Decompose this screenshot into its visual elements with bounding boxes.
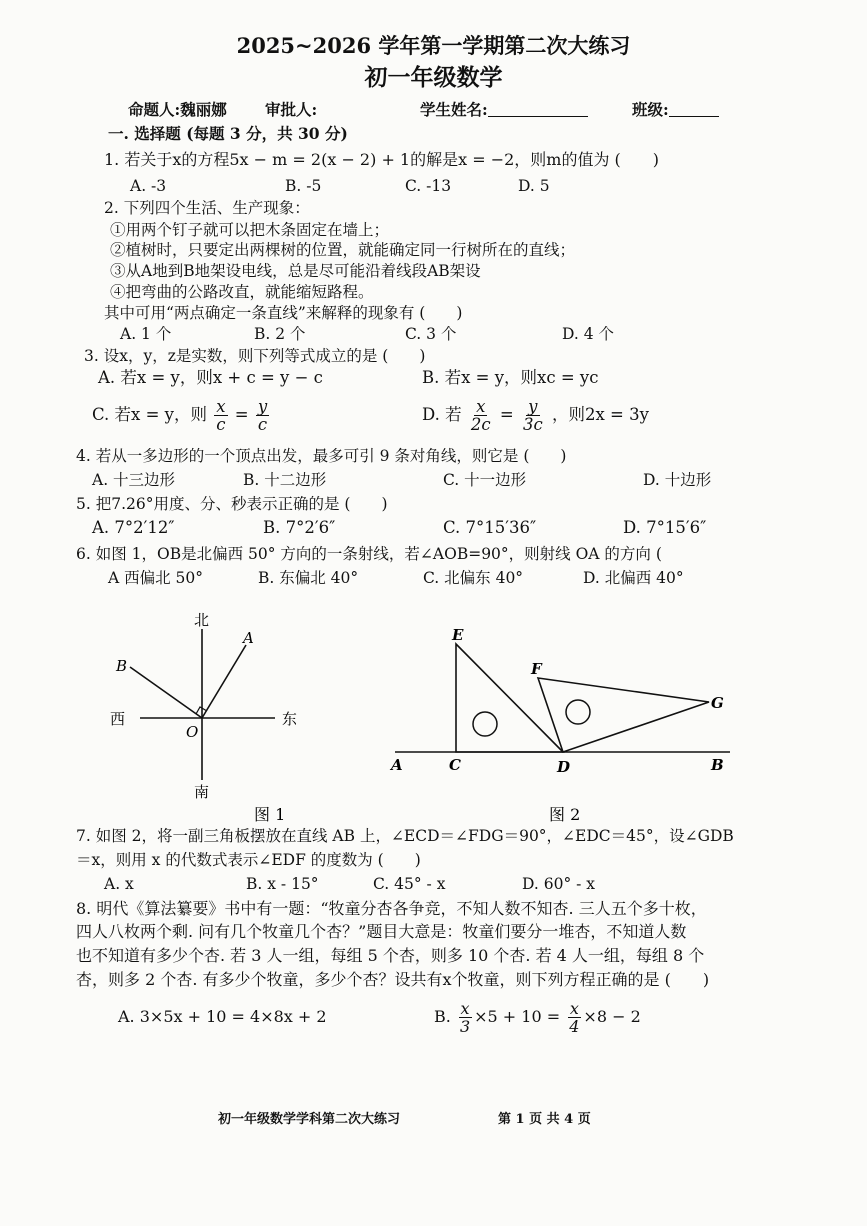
figure-2-caption: 图 2	[549, 805, 581, 824]
q2-option-c: C. 3 个	[405, 325, 457, 343]
q6-stem: 6. 如图 1，OB是北偏西 50° 方向的一条射线，若∠AOB=90°，则射线 OA 的方向 (	[76, 545, 662, 563]
footer-subject: 初一年级数学学科第二次大练习	[218, 1112, 401, 1127]
q6-option-a: A 西偏北 50°	[108, 569, 204, 587]
ray-oa	[202, 645, 246, 718]
q1-stem: 1. 若关于x的方程5x − m = 2(x − 2) + 1的解是x = −2，则m的值为 ( )	[104, 150, 660, 169]
q3-stem: 3. 设x，y，z是实数，则下列等式成立的是 ( )	[84, 347, 426, 365]
q5-option-a: A. 7°2′12″	[92, 518, 175, 537]
q7-stem-line1: 7. 如图 2，将一副三角板摆放在直线 AB 上，∠ECD＝∠FDG＝90°，∠EDC＝45°，设∠GDB	[76, 827, 734, 845]
exam-title: 2025~2026 学年第一学期第二次大练习	[236, 33, 631, 58]
equals-sign: =	[499, 405, 514, 424]
fraction-denominator: c	[216, 415, 226, 434]
q3-option-d-text: D. 若	[422, 405, 462, 424]
label-north: 北	[194, 611, 210, 629]
fraction-denominator: 4	[569, 1017, 580, 1036]
figure-2-set-squares	[385, 620, 745, 830]
q2-item-1: ①用两个钉子就可以把木条固定在墙上；	[110, 221, 390, 239]
q7-option-d: D. 60° - x	[522, 875, 596, 893]
q3-c-fraction-left	[214, 398, 227, 433]
ray-ob	[130, 667, 202, 718]
label-e: E	[452, 626, 464, 644]
label-a: A	[243, 629, 254, 647]
triangle-fdg	[538, 678, 709, 752]
triangle-hole-right	[566, 700, 590, 724]
q1-option-a: A. -3	[130, 177, 167, 195]
q8-b-fraction-right	[567, 1000, 581, 1035]
q3-option-a: A. 若x = y，则x + c = y − c	[98, 368, 323, 387]
q6-option-c: C. 北偏东 40°	[423, 569, 524, 587]
label-east: 东	[282, 710, 298, 728]
fraction-numerator: y	[257, 397, 268, 416]
q8-stem-line3: 也不知道有多少个杏. 若 3 人一组，每组 5 个杏，则多 10 个杏. 若 4 人一组，每组 8 个	[76, 946, 705, 965]
student-name-blank	[488, 100, 588, 117]
triangle-hole-left	[473, 712, 497, 736]
q8-option-b-middle: ×5 + 10 =	[474, 1007, 561, 1026]
q8-option-b	[434, 1000, 641, 1035]
q2-stem: 2. 下列四个生活、生产现象：	[104, 199, 310, 217]
q2-item-3: ③从A地到B地架设电线，总是尽可能沿着线段AB架设	[110, 262, 481, 280]
q5-option-d: D. 7°15′6″	[623, 518, 707, 537]
q5-stem: 5. 把7.26°用度、分、秒表示正确的是 ( )	[76, 495, 388, 513]
label-b: B	[116, 657, 128, 675]
q4-option-b: B. 十二边形	[243, 471, 327, 489]
section-heading: 一. 选择题 (每题 3 分，共 30 分)	[108, 124, 348, 143]
class-blank	[669, 100, 719, 117]
q2-question: 其中可用“两点确定一条直线”来解释的现象有 ( )	[104, 304, 463, 322]
q3-d-fraction-right	[521, 398, 545, 433]
q8-stem-line4: 杏，则多 2 个杏. 有多少个牧童，多少个杏？设共有x个牧童，则下列方程正确的是 ( )	[76, 970, 710, 989]
q7-stem-line2: ＝x，则用 x 的代数式表示∠EDF 的度数为 ( )	[76, 851, 421, 869]
q3-option-d	[422, 398, 649, 433]
q3-d-fraction-left	[469, 398, 493, 433]
student-name-field	[420, 100, 588, 120]
label-f: F	[531, 660, 542, 678]
label-b: B	[711, 756, 724, 774]
fraction-numerator: x	[569, 999, 579, 1018]
q2-option-d: D. 4 个	[562, 325, 615, 343]
q3-option-c	[92, 398, 271, 433]
figure-1-compass	[100, 605, 320, 830]
figure-1-caption: 图 1	[254, 805, 286, 824]
fraction-denominator: 3c	[522, 415, 543, 434]
label-o: O	[186, 723, 199, 741]
student-name-label: 学生姓名:	[420, 100, 488, 119]
q3-option-d-tail: ，则2x = 3y	[551, 405, 649, 424]
q8-b-fraction-left	[458, 1000, 472, 1035]
q3-option-c-text: C. 若x = y，则	[92, 405, 207, 424]
q5-option-b: B. 7°2′6″	[263, 518, 336, 537]
q8-option-a: A. 3×5x + 10 = 4×8x + 2	[118, 1007, 327, 1026]
label-c: C	[449, 756, 461, 774]
q8-option-b-label: B.	[434, 1007, 451, 1026]
label-south: 南	[194, 783, 210, 801]
q7-option-b: B. x - 15°	[246, 875, 319, 893]
q1-option-c: C. -13	[405, 177, 452, 195]
author-label: 命题人:魏丽娜	[128, 100, 227, 119]
fraction-numerator: x	[476, 397, 486, 416]
fraction-numerator: y	[528, 397, 538, 416]
q6-option-b: B. 东偏北 40°	[258, 569, 359, 587]
q3-option-b: B. 若x = y，则xc = yc	[422, 368, 599, 387]
fraction-denominator: c	[257, 415, 268, 434]
q2-item-2: ②植树时，只要定出两棵树的位置，就能确定同一行树所在的直线；	[110, 241, 576, 259]
q2-option-b: B. 2 个	[254, 325, 306, 343]
q7-option-c: C. 45° - x	[373, 875, 446, 893]
q8-stem-line1: 8. 明代《算法纂要》书中有一题：“牧童分杏各争竞，不知人数不知杏. 三人五个多十枚，	[76, 899, 707, 918]
q2-option-a: A. 1 个	[120, 325, 172, 343]
q5-option-c: C. 7°15′36″	[443, 518, 537, 537]
q4-option-d: D. 十边形	[643, 471, 712, 489]
q4-stem: 4. 若从一多边形的一个顶点出发，最多可引 9 条对角线，则它是 ( )	[76, 447, 567, 465]
fraction-numerator: x	[216, 397, 226, 416]
q3-c-fraction-right	[256, 398, 269, 433]
equals-sign: =	[234, 405, 249, 424]
q2-item-4: ④把弯曲的公路改直，就能缩短路程。	[110, 283, 374, 301]
q4-option-a: A. 十三边形	[92, 471, 176, 489]
class-label: 班级:	[632, 100, 669, 119]
exam-subtitle: 初一年级数学	[364, 64, 503, 91]
class-field	[632, 100, 719, 120]
q7-option-a: A. x	[104, 875, 134, 893]
q8-stem-line2: 四人八枚两个剩. 问有几个牧童几个杏？”题目大意是：牧童们要分一堆杏，不知道人数	[76, 922, 687, 941]
triangle-ecd	[456, 644, 563, 752]
fraction-denominator: 3	[459, 1017, 471, 1036]
q8-option-b-tail: ×8 − 2	[583, 1007, 641, 1026]
q1-option-b: B. -5	[285, 177, 322, 195]
fraction-denominator: 2c	[470, 415, 491, 434]
q4-option-c: C. 十一边形	[443, 471, 527, 489]
footer-page-number: 第 1 页 共 4 页	[498, 1112, 591, 1127]
label-d: D	[557, 758, 571, 776]
label-west: 西	[110, 710, 126, 728]
label-a: A	[391, 756, 403, 774]
fraction-numerator: x	[460, 999, 470, 1018]
q1-option-d: D. 5	[518, 177, 550, 195]
approver-label: 审批人:	[265, 100, 318, 119]
label-g: G	[711, 694, 724, 712]
q6-option-d: D. 北偏西 40°	[583, 569, 684, 587]
